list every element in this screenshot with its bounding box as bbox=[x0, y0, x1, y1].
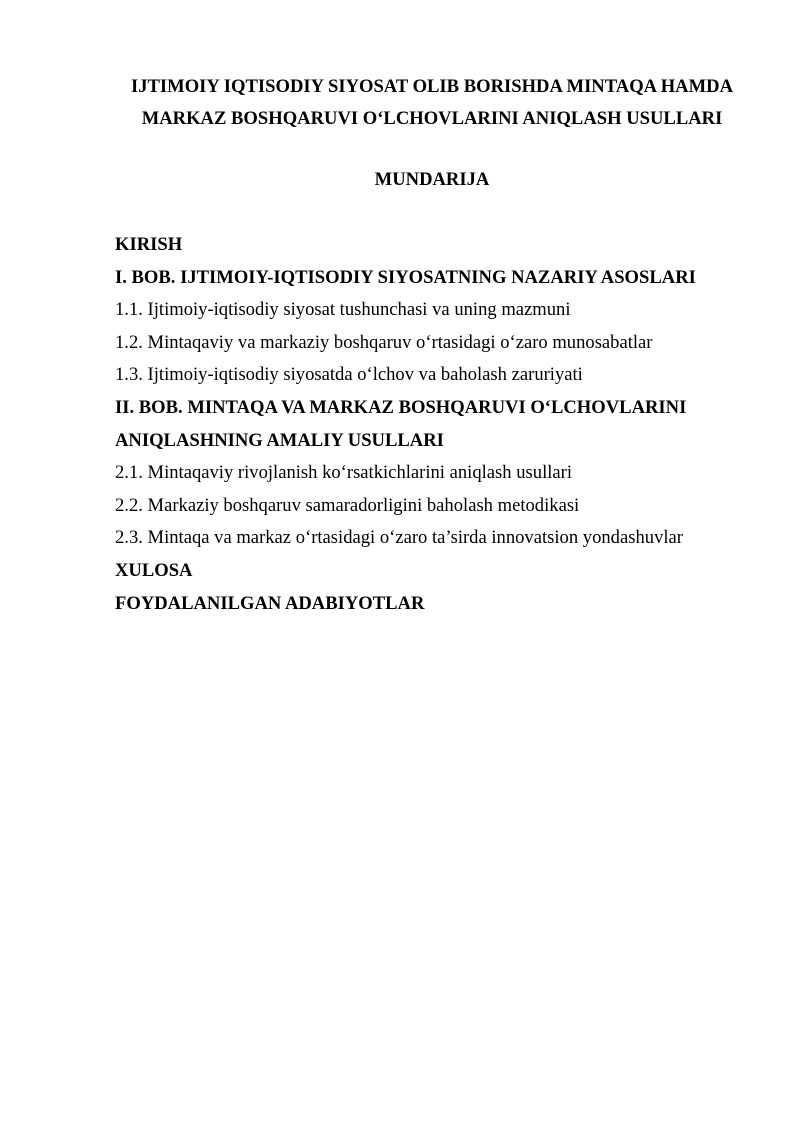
toc-entry-conclusion: XULOSA bbox=[115, 559, 193, 581]
toc-entry-chapter-1: I. BOB. IJTIMOIY-IQTISODIY SIYOSATNING NAZARIY ASOSLARI bbox=[115, 266, 696, 288]
toc-entry-section-1-3: 1.3. Ijtimoiy-iqtisodiy siyosatda o‘lchov va baholash zaruriyati bbox=[115, 364, 583, 386]
document-title-line-2: MARKAZ BOSHQARUVI O‘LCHOVLARINI ANIQLASH USULLARI bbox=[141, 108, 723, 129]
document-title bbox=[100, 71, 764, 135]
document-title-line-1: IJTIMOIY IQTISODIY SIYOSAT OLIB BORISHDA MINTAQA HAMDA bbox=[131, 76, 733, 97]
toc-entry-introduction: KIRISH bbox=[115, 234, 183, 255]
toc-entry-section-1-1: 1.1. Ijtimoiy-iqtisodiy siyosat tushunchasi va uning mazmuni bbox=[115, 299, 571, 321]
toc-entry-section-2-2: 2.2. Markaziy boshqaruv samaradorligini baholash metodikasi bbox=[115, 494, 580, 516]
toc-entry-section-2-3: 2.3. Mintaqa va markaz o‘rtasidagi o‘zaro ta’sirda innovatsion yondashuvlar bbox=[115, 527, 683, 549]
toc-entry-chapter-2-line-1: II. BOB. MINTAQA VA MARKAZ BOSHQARUVI O‘LCHOVLARINI bbox=[115, 396, 687, 418]
toc-entry-section-2-1: 2.1. Mintaqaviy rivojlanish ko‘rsatkichlarini aniqlash usullari bbox=[115, 462, 573, 484]
table-of-contents bbox=[115, 229, 775, 620]
toc-entry-chapter-2-line-2: ANIQLASHNING AMALIY USULLARI bbox=[115, 429, 444, 451]
toc-entry-section-1-2: 1.2. Mintaqaviy va markaziy boshqaruv o‘rtasidagi o‘zaro munosabatlar bbox=[115, 331, 653, 353]
toc-entry-references: FOYDALANILGAN ADABIYOTLAR bbox=[115, 592, 425, 614]
contents-heading: MUNDARIJA bbox=[374, 169, 490, 190]
